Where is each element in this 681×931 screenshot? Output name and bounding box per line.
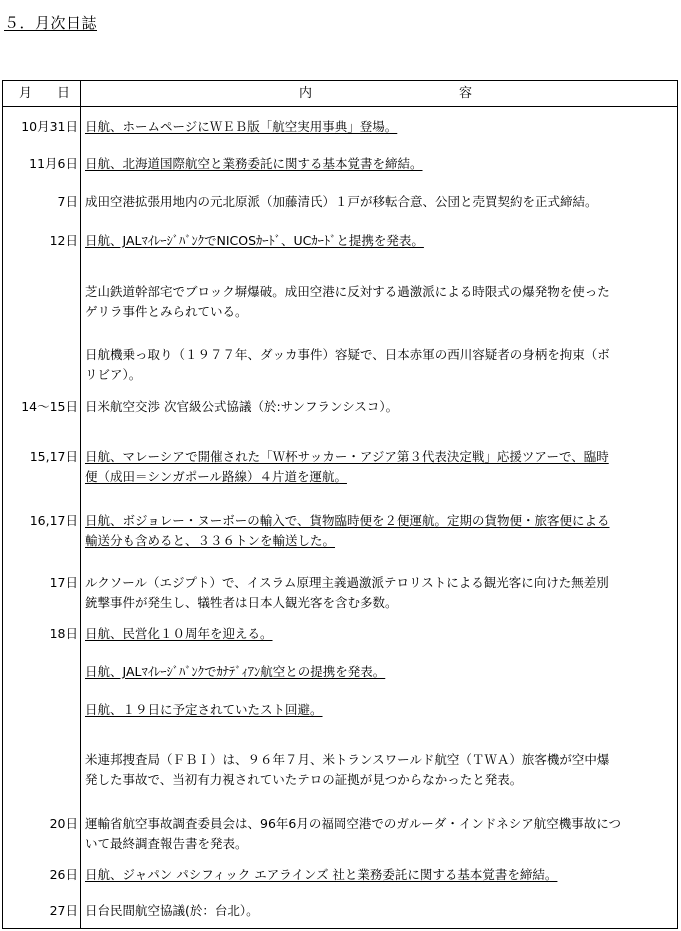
log-entry: 日航、JALﾏｲﾚｰｼﾞﾊﾞﾝｸでｶﾅﾃﾞｨｱﾝ航空との提携を発表。	[85, 664, 386, 679]
log-entry-line: 日航、ボジョレー・ヌーボーの輸入で、貨物臨時便を２便運航。定期の貨物便・旅客便による	[85, 513, 610, 528]
section-title: ５．月次日誌	[4, 14, 98, 32]
entry-date: 14～15日	[21, 399, 78, 414]
log-entry-line: 輸送分も含めると、３３６トンを輸送した。	[85, 533, 336, 548]
log-entry-line: 米連邦捜査局（ＦＢＩ）は、９６年７月、米トランスワールド航空（ＴＷＡ）旅客機が空中爆	[85, 752, 610, 767]
entry-date: 7日	[57, 194, 78, 209]
log-entry: 成田空港拡張用地内の元北原派（加藤清氏）１戸が移転合意、公団と売買契約を正式締結。	[85, 194, 598, 209]
entry-date: 15,17日	[29, 449, 78, 464]
column-divider	[80, 81, 81, 928]
log-entry: 日航、ホームページにＷＥＢ版「航空実用事典」登場。	[85, 119, 398, 134]
log-entry: 日航、民営化１０周年を迎える。	[85, 626, 273, 641]
log-entry: 日航、ジャパン パシフィック エアラインズ 社と業務委託に関する基本覚書を締結。	[85, 867, 558, 882]
log-entry-line: 銃撃事件が発生し、犠牲者は日本人観光客を含む多数。	[85, 595, 398, 610]
log-entry-line: リビア）。	[85, 367, 142, 382]
log-entry: 日航、北海道国際航空と業務委託に関する基本覚書を締結。	[85, 156, 423, 171]
log-entry-line: 運輸省航空事故調査委員会は、96年6月の福岡空港でのガルーダ・インドネシア航空機事故につ	[85, 816, 621, 831]
entry-date: 17日	[49, 575, 78, 590]
log-entry-line: ルクソール（エジプト）で、イスラム原理主義過激派テロリストによる観光客に向けた無差別	[85, 575, 609, 590]
log-entry: 日米航空交渉 次官級公式協議（於:サンフランシスコ）。	[85, 399, 399, 414]
entry-date: 16,17日	[29, 513, 78, 528]
log-entry-line: 芝山鉄道幹部宅でブロック塀爆破。成田空港に反対する過激派による時限式の爆発物を使った	[85, 284, 610, 299]
entry-date: 18日	[49, 626, 78, 641]
header-day: 日	[57, 86, 71, 101]
header-month: 月	[19, 86, 33, 101]
entry-date: 12日	[49, 233, 78, 248]
monthly-log-table	[2, 80, 678, 929]
entry-date: 26日	[49, 867, 78, 882]
log-entry-line: 日航機乗っ取り（１９７７年、ダッカ事件）容疑で、日本赤軍の西川容疑者の身柄を拘束（ボ	[85, 347, 610, 362]
table-header-row	[3, 81, 677, 107]
log-entry-line: 発した事故で、当初有力視されていたテロの証拠が見つからなかったと発表。	[85, 772, 523, 787]
entry-date: 11月6日	[29, 156, 78, 171]
log-entry: 日航、１９日に予定されていたスト回避。	[85, 702, 323, 717]
log-entry: 日台民間航空協議(於：台北）。	[85, 903, 259, 918]
log-entry-line: 便（成田＝シンガポール路線）４片道を運航。	[85, 469, 347, 484]
header-content-second-char: 容	[459, 86, 473, 101]
log-entry-line: いて最終調査報告書を発表。	[85, 836, 248, 851]
entry-date: 10月31日	[21, 119, 78, 134]
log-entry-line: 日航、マレーシアで開催された「Ｗ杯サッカー・アジア第３代表決定戦」応援ツアーで、臨時	[85, 449, 609, 464]
entry-date: 20日	[49, 816, 78, 831]
log-entry-line: ゲリラ事件とみられている。	[85, 304, 248, 319]
header-content-first-char: 内	[299, 86, 313, 101]
log-entry: 日航、JALﾏｲﾚｰｼﾞﾊﾞﾝｸでNICOSｶｰﾄﾞ、UCｶｰﾄﾞと提携を発表。	[85, 233, 424, 248]
entry-date: 27日	[49, 903, 78, 918]
